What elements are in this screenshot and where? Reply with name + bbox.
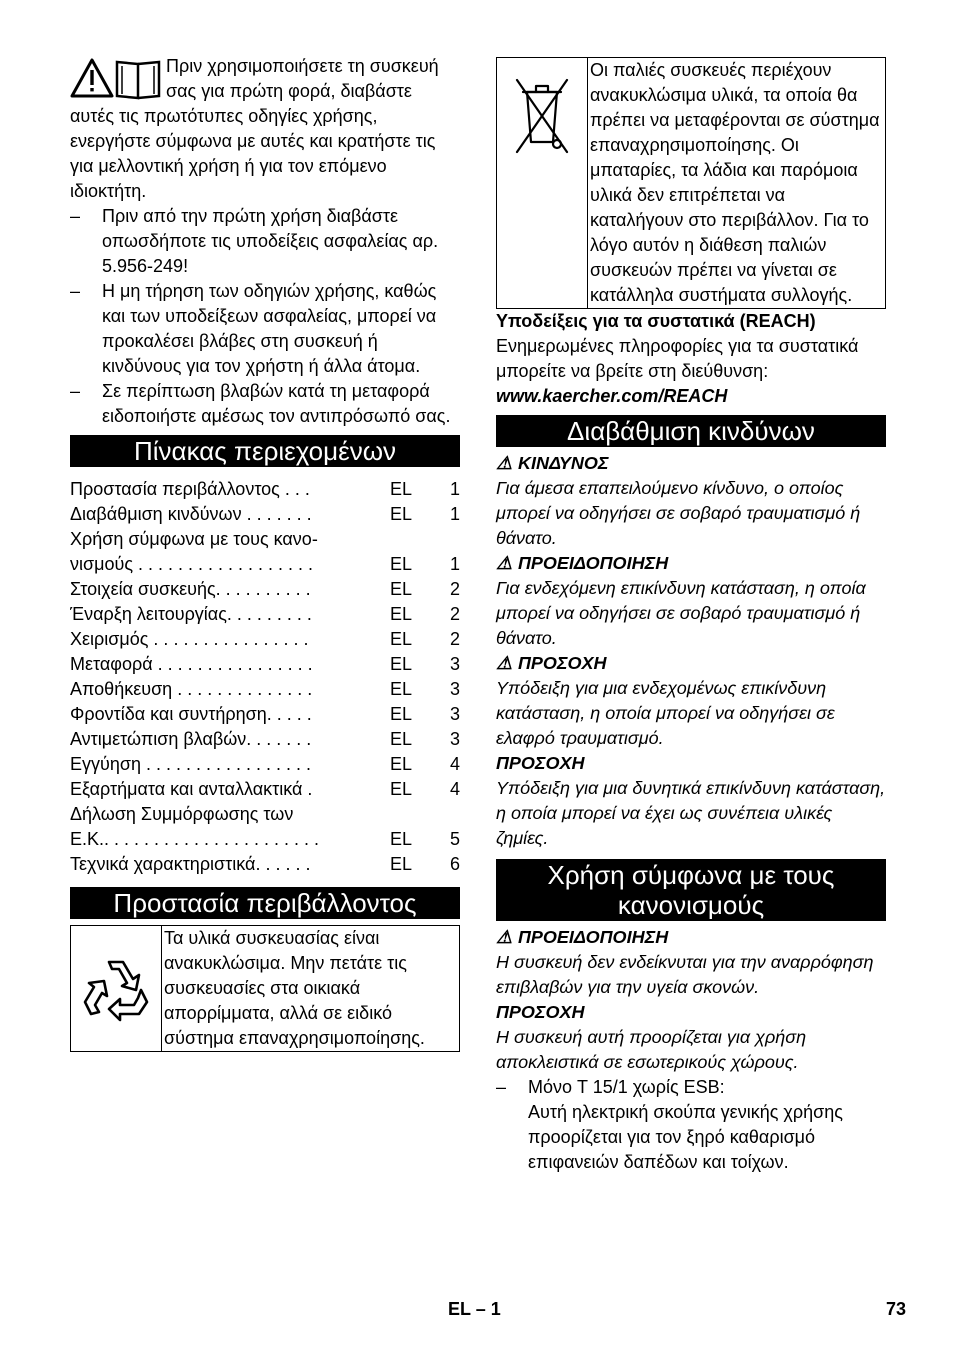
toc-entry-page: 1 xyxy=(449,554,460,574)
intended-caution-text: Η συσκευή αυτή προορίζεται για χρήση αποκλειστικά σε εσωτερικούς χώρους. xyxy=(496,1027,807,1072)
toc-row[interactable] xyxy=(70,802,460,827)
toc-entry-lang: EL xyxy=(390,604,413,624)
intended-use-body xyxy=(496,925,886,1175)
right-column xyxy=(496,57,886,1175)
toc-entry-page xyxy=(438,527,460,552)
toc-row[interactable] xyxy=(70,852,460,877)
toc-entry-page: 1 xyxy=(449,479,460,499)
left-column xyxy=(70,54,460,1052)
toc-row[interactable] xyxy=(70,702,460,727)
warning-and-manual-icon xyxy=(70,56,162,102)
weee-cell xyxy=(497,58,588,308)
list-item-head: Μόνο T 15/1 χωρίς ESB: xyxy=(528,1077,725,1097)
toc-entry-page xyxy=(438,802,460,827)
reach-link[interactable]: www.kaercher.com/REACH xyxy=(496,386,728,406)
toc-entry-title: Μεταφορά . . . . . . . . . . . . . . . . xyxy=(70,654,313,674)
toc-entry-lang: EL xyxy=(390,504,413,524)
toc-entry-page: 3 xyxy=(449,704,460,724)
toc-entry-title: Χρήση σύμφωνα με τους κανο- xyxy=(70,529,318,549)
toc-entry-page: 4 xyxy=(449,779,460,799)
intro-text: Πριν χρησιμοποιήσετε τη συσκευή σας για πρώτη φορά, διαβάστε αυτές τις πρωτότυπες οδηγίες χρήσης, ενεργήστε σύμφωνα με αυτές και κρατήστε τις για μελλοντική χρήση ή για τον επόμενο ιδιοκτήτη. xyxy=(70,56,439,201)
toc-entry-lang: EL xyxy=(390,629,413,649)
list-item-text: Πριν από την πρώτη χρήση διαβάστε οπωσδήποτε τις υποδείξεις ασφαλείας αρ. 5.956-249! xyxy=(102,206,439,276)
toc-row[interactable] xyxy=(70,552,460,577)
toc-entry-lang: EL xyxy=(390,829,413,849)
toc-entry-page: 3 xyxy=(449,729,460,749)
warning-triangle-icon: ⚠ xyxy=(496,553,513,573)
toc-entry-lang: EL xyxy=(390,554,413,574)
old-devices-text: Οι παλιές συσκευές περιέχουν ανακυκλώσιμα υλικά, τα οποία θα πρέπει να μεταφέρονται σε σύστημα επαναχρησιμοποίησης. Οι μπαταρίες, τα λάδια και παρόμοια υλικά δεν επιτρέπεται να καταλήγουν στο περιβάλλον. Για το λόγο αυτόν η διάθεση παλιών συσκευών πρέπει να γίνεται σε κατάλληλα συστήματα συλλογής. xyxy=(590,60,880,305)
toc-row[interactable] xyxy=(70,677,460,702)
packaging-text: Τα υλικά συσκευασίας είναι ανακυκλώσιμα. Μην πετάτε τις συσκευασίες στα οικιακά απορρίμματα, αλλά σε ειδικό σύστημα επαναχρησιμοποίησης. xyxy=(164,928,425,1048)
hazard-text: Υπόδειξη για μια ενδεχομένως επικίνδυνη κατάσταση, η οποία μπορεί να οδηγήσει σε ελαφρό τραυματισμό. xyxy=(496,678,835,748)
toc-entry-page: 2 xyxy=(449,629,460,649)
hazard-label: ⚠ ΠΡΟΣΟΧΗ xyxy=(496,651,886,676)
dash-bullet: – xyxy=(70,281,81,301)
list-item xyxy=(70,379,460,429)
toc-entry-lang: EL xyxy=(390,679,413,699)
toc-entry-title: Χειρισμός . . . . . . . . . . . . . . . . xyxy=(70,629,309,649)
hazard-levels xyxy=(496,451,886,851)
toc-row[interactable] xyxy=(70,627,460,652)
toc-entry-lang xyxy=(370,527,438,552)
toc-entry-page: 2 xyxy=(449,579,460,599)
toc-entry-lang: EL xyxy=(390,654,413,674)
dash-bullet: – xyxy=(70,381,81,401)
toc-entry-page: 3 xyxy=(449,654,460,674)
toc-row[interactable] xyxy=(70,502,460,527)
toc-entry-page: 2 xyxy=(449,604,460,624)
hazard-label: ⚠ ΠΡΟΕΙΔΟΠΟΙΗΣΗ xyxy=(496,551,886,576)
toc-row[interactable] xyxy=(70,752,460,777)
recycle-icon xyxy=(79,952,153,1026)
toc-entry-page: 1 xyxy=(449,504,460,524)
environment-heading: Προστασία περιβάλλοντος xyxy=(70,887,460,919)
reach-heading: Υποδείξεις για τα συστατικά (REACH) xyxy=(496,311,816,331)
toc-entry-lang: EL xyxy=(390,479,413,499)
intended-caution-label: ΠΡΟΣΟΧΗ xyxy=(496,1002,585,1022)
toc-entry-title: Εγγύηση . . . . . . . . . . . . . . . . . xyxy=(70,754,312,774)
toc-row[interactable] xyxy=(70,727,460,752)
hazard-text: Για άμεσα επαπειλούμενο κίνδυνο, ο οποίος μπορεί να οδηγήσει σε σοβαρό τραυματισμό ή θάνατο. xyxy=(496,478,861,548)
toc-entry-title: Αποθήκευση . . . . . . . . . . . . . . xyxy=(70,679,313,699)
hazard-heading: Διαβάθμιση κινδύνων xyxy=(496,415,886,447)
toc-row[interactable] xyxy=(70,527,460,552)
list-item xyxy=(496,1075,886,1175)
hazard-text: Για ενδεχόμενη επικίνδυνη κατάσταση, η οποία μπορεί να οδηγήσει σε σοβαρό τραυματισμό ή θάνατο. xyxy=(496,578,866,648)
intro xyxy=(70,54,460,204)
toc-entry-title: νισμούς . . . . . . . . . . . . . . . . . . xyxy=(70,554,314,574)
toc-entry-title: Έναρξη λειτουργίας. . . . . . . . . xyxy=(70,604,312,624)
warning-triangle-icon: ⚠ xyxy=(496,453,513,473)
toc-entry-title: Διαβάθμιση κινδύνων . . . . . . . xyxy=(70,504,312,524)
toc-entry-lang: EL xyxy=(390,704,413,724)
dash-bullet: – xyxy=(496,1077,507,1097)
hazard-label: ⚠ ΚΙΝΔΥΝΟΣ xyxy=(496,451,886,476)
recycle-cell xyxy=(71,926,162,1051)
toc-entry-title: Προστασία περιβάλλοντος . . . xyxy=(70,479,310,499)
toc-entry-title: Αντιμετώπιση βλαβών. . . . . . . xyxy=(70,729,312,749)
hazard-label: ΠΡΟΣΟΧΗ xyxy=(496,753,585,773)
toc-row[interactable] xyxy=(70,477,460,502)
toc-entry-title: Δήλωση Συμμόρφωσης των xyxy=(70,804,294,824)
toc-entry-title: Φροντίδα και συντήρηση. . . . . xyxy=(70,704,312,724)
footer-section-marker: EL – 1 xyxy=(448,1299,501,1319)
toc-row[interactable] xyxy=(70,827,460,852)
list-item xyxy=(70,204,460,279)
toc-entry-title: Τεχνικά χαρακτηριστικά. . . . . . xyxy=(70,854,311,874)
list-item xyxy=(70,279,460,379)
warning-triangle-icon: ⚠ xyxy=(496,927,513,947)
toc-row[interactable] xyxy=(70,777,460,802)
toc-entry-lang: EL xyxy=(390,754,413,774)
toc-entry-title: Εξαρτήματα και ανταλλακτικά . xyxy=(70,779,313,799)
toc-entry-page: 4 xyxy=(449,754,460,774)
intended-warning-text: Η συσκευή δεν ενδείκνυται για την αναρρόφηση επιβλαβών για την υγεία σκονών. xyxy=(496,952,874,997)
old-devices-notice xyxy=(496,57,886,309)
toc-entry-lang: EL xyxy=(390,579,413,599)
toc-entry-title: Στοιχεία συσκευής. . . . . . . . . . xyxy=(70,579,311,599)
toc-entry-lang xyxy=(370,802,438,827)
toc-entry-lang: EL xyxy=(390,729,413,749)
toc-entry-lang: EL xyxy=(390,854,413,874)
toc-entry-title: Ε.Κ.. . . . . . . . . . . . . . . . . . . . . . xyxy=(70,829,320,849)
toc-list xyxy=(70,477,460,877)
toc-entry-page: 3 xyxy=(449,679,460,699)
list-item-text: Η μη τήρηση των οδηγιών χρήσης, καθώς και των υποδείξεων ασφαλείας, μπορεί να προκαλέσει βλάβες στη συσκευή ή κινδύνους για τον χρήστη ή άλλα άτομα. xyxy=(102,281,437,376)
toc-entry-lang: EL xyxy=(390,779,413,799)
reach-text: Ενημερωμένες πληροφορίες για τα συστατικά μπορείτε να βρείτε στη διεύθυνση: xyxy=(496,336,859,381)
toc-entry-page: 6 xyxy=(449,854,460,874)
hazard-text: Υπόδειξη για μια δυνητικά επικίνδυνη κατάσταση, η οποία μπορεί να έχει ως συνέπεια υλικές ζημίες. xyxy=(496,778,886,848)
intended-warning-label: ⚠ ΠΡΟΕΙΔΟΠΟΙΗΣΗ xyxy=(496,925,886,950)
toc-row[interactable] xyxy=(70,652,460,677)
toc-entry-page: 5 xyxy=(449,829,460,849)
page-number: 73 xyxy=(885,1299,906,1319)
toc-row[interactable] xyxy=(70,602,460,627)
dash-bullet: – xyxy=(70,206,81,226)
crossed-bin-icon xyxy=(511,72,573,156)
intended-use-heading: Χρήση σύμφωνα με τους κανονισμούς xyxy=(496,859,886,921)
packaging-notice xyxy=(70,925,460,1052)
toc-row[interactable] xyxy=(70,577,460,602)
warning-triangle-icon: ⚠ xyxy=(496,653,513,673)
list-item-text: Αυτή ηλεκτρική σκούπα γενικής χρήσης προορίζεται για τον ξηρό καθαρισμό επιφανειών δαπέδων και τοίχων. xyxy=(528,1102,843,1172)
toc-heading: Πίνακας περιεχομένων xyxy=(70,435,460,467)
list-item-text: Σε περίπτωση βλαβών κατά τη μεταφορά ειδοποιήστε αμέσως τον αντιπρόσωπό σας. xyxy=(102,381,451,426)
